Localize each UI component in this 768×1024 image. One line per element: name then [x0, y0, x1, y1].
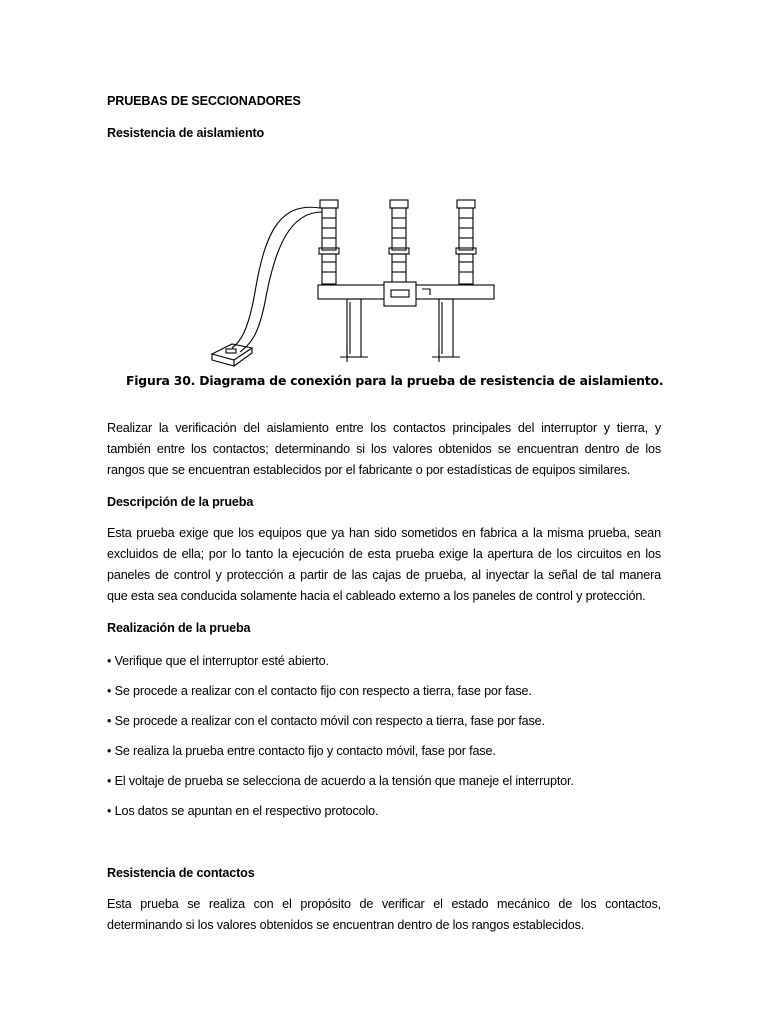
paragraph-contactos [107, 894, 661, 936]
section-heading-contactos: Resistencia de contactos [107, 866, 255, 880]
paragraph-line: paneles de control y protección a partir de las cajas de prueba, al inyectar la señal de tal manera [107, 568, 661, 582]
paragraph-line: Esta prueba exige que los equipos que ya han sido sometidos en fabrica a la misma prueba, sean [107, 526, 661, 540]
bullet-item: • Se procede a realizar con el contacto fijo con respecto a tierra, fase por fase. [107, 684, 532, 698]
section-heading-descripcion: Descripción de la prueba [107, 495, 254, 509]
section-heading-realizacion: Realización de la prueba [107, 621, 251, 635]
paragraph-aislamiento [107, 418, 661, 481]
paragraph-line: rangos que se encuentran establecidos por el fabricante o por estadísticas de equipos similares. [107, 463, 631, 477]
paragraph-line: Esta prueba se realiza con el propósito de verificar el estado mecánico de los contactos, [107, 897, 661, 911]
bullet-item: • Se procede a realizar con el contacto móvil con respecto a tierra, fase por fase. [107, 714, 545, 728]
paragraph-descripcion [107, 523, 661, 607]
section-heading-aislamiento: Resistencia de aislamiento [107, 126, 265, 140]
bullet-item: • Se realiza la prueba entre contacto fijo y contacto móvil, fase por fase. [107, 744, 496, 758]
paragraph-line: determinando si los valores obtenidos se encuentran dentro de los rangos establecidos. [107, 918, 585, 932]
bullet-item: • El voltaje de prueba se selecciona de acuerdo a la tensión que maneje el interruptor. [107, 774, 574, 788]
bullet-item: • Los datos se apuntan en el respectivo protocolo. [107, 804, 379, 818]
paragraph-line: Realizar la verificación del aislamiento entre los contactos principales del interruptor y tierra, y [107, 421, 661, 435]
paragraph-line: también entre los contactos; determinando si los valores obtenidos se encuentran dentro de los [107, 442, 661, 456]
paragraph-line: que esta sea conducida solamente hacia el cableado externo a los paneles de control y protección. [107, 589, 646, 603]
bullet-item: • Verifique que el interruptor esté abierto. [107, 654, 329, 668]
disconnector-diagram-figure [210, 192, 500, 372]
paragraph-line: excluidos de ella; por lo tanto la ejecución de esta prueba exige la apertura de los circuitos en los [107, 547, 661, 561]
figure-caption: Figura 30. Diagrama de conexión para la prueba de resistencia de aislamiento. [126, 373, 664, 388]
document-title: PRUEBAS DE SECCIONADORES [107, 94, 301, 108]
